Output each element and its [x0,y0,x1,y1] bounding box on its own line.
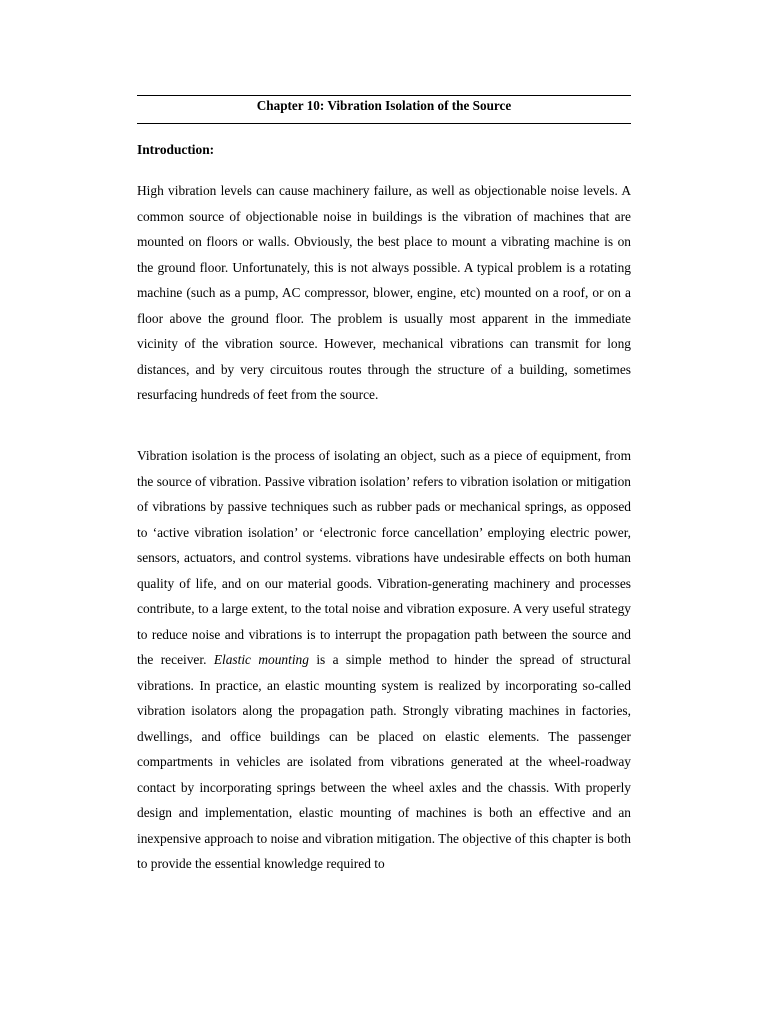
paragraph-2-emphasis: Elastic mounting [213,652,309,667]
title-bottom-rule [137,123,631,124]
title-top-rule [137,95,631,96]
chapter-title: Chapter 10: Vibration Isolation of the Source [256,98,512,113]
paragraph-2 [137,443,631,877]
section-heading: Introduction: [137,142,215,157]
paragraph-2-part-b: is a simple method to hinder the spread of structural vibrations. In practice, an elastic mounting system is realized by incorporating so-called vibration isolators along the propagation path. Strongly vibrating machines in factories, dwellings, and office buildings can be placed on elastic elements. The passenger compartments in vehicles are isolated from vibrations generated at the wheel-roadway contact by incorporating springs between the wheel axles and the chassis. With properly design and implementation, elastic mounting of machines is both an effective and an inexpensive approach to noise and vibration mitigation. The objective of this chapter is both to provide the essential knowledge required to [137,652,631,871]
paragraph-2-part-a: Vibration isolation is the process of isolating an object, such as a piece of equipment, from the source of vibration. Passive vibration isolation’ refers to vibration isolation or mitigation of vibrations by passive techniques such as rubber pads or mechanical springs, as opposed to ‘active vibration isolation’ or ‘electronic force cancellation’ employing electric power, sensors, actuators, and control systems. vibrations have undesirable effects on both human quality of life, and on our material goods. Vibration-generating machinery and processes contribute, to a large extent, to the total noise and vibration exposure. A very useful strategy to reduce noise and vibrations is to interrupt the propagation path between the source and the receiver. [137,448,631,667]
paragraph-1: High vibration levels can cause machinery failure, as well as objectionable noise levels. A common source of objectionable noise in buildings is the vibration of machines that are mounted on floors or walls. Obviously, the best place to mount a vibrating machine is on the ground floor. Unfortunately, this is not always possible. A typical problem is a rotating machine (such as a pump, AC compressor, blower, engine, etc) mounted on a roof, or on a floor above the ground floor. The problem is usually most apparent in the immediate vicinity of the vibration source. However, mechanical vibrations can transmit for long distances, and by very circuitous routes through the structure of a building, sometimes resurfacing hundreds of feet from the source. [137,183,631,402]
